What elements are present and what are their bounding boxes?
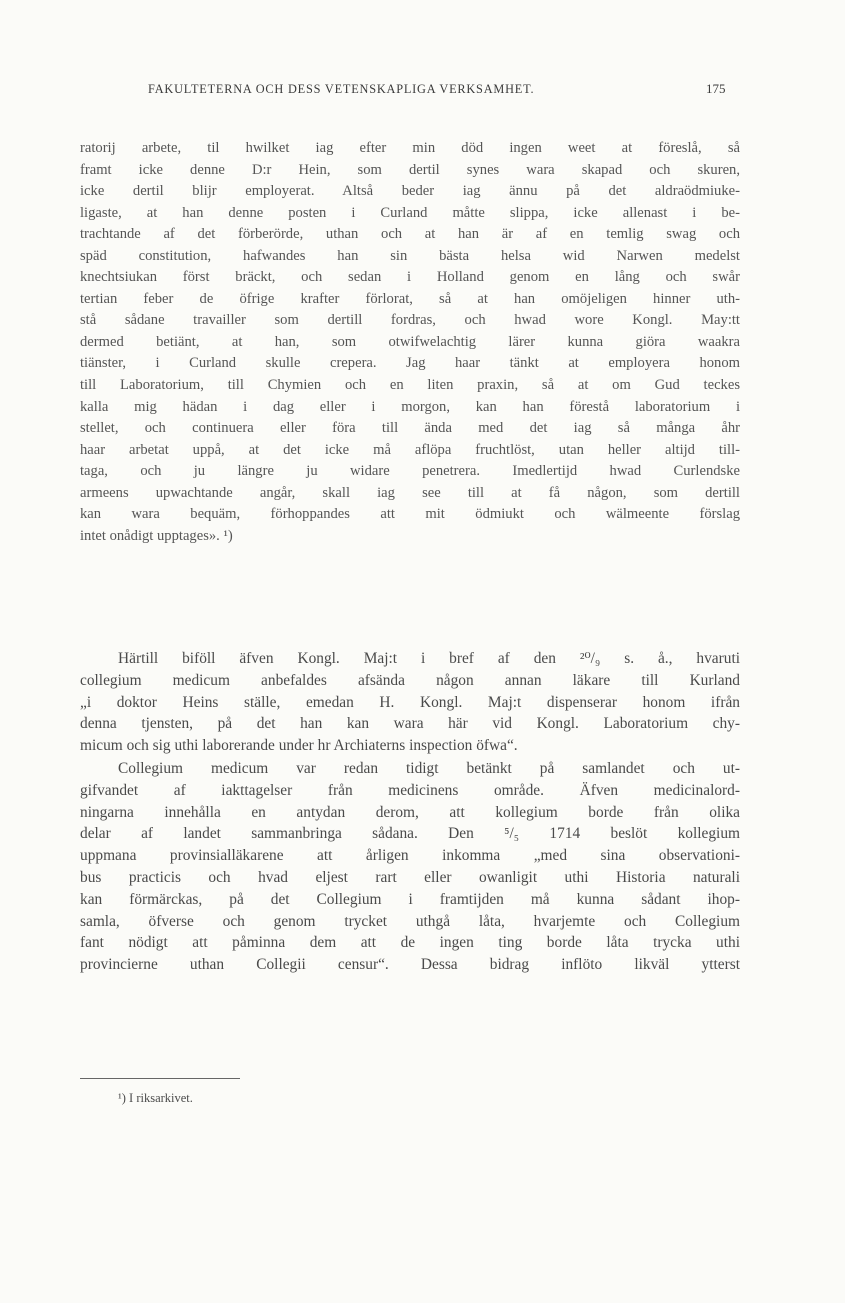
text-line: haar arbetat uppå, at det icke må aflöpa fruchtlöst, utan heller altijd till-: [80, 441, 740, 458]
text-line: samla, öfverse och genom trycket uthgå låta, hvarjemte och Collegium: [80, 912, 740, 930]
text-line: trachtande af det förberörde, uthan och at han är af en temlig swag och: [80, 226, 740, 243]
text-line: fant nödigt att påminna dem att de ingen ting borde låta trycka uthi: [80, 934, 740, 952]
text-line: micum och sig uthi laborerande under hr Archiaterns inspection öfwa“.: [80, 737, 518, 755]
running-title: FAKULTETERNA OCH DESS VETENSKAPLIGA VERKSAMHET.: [148, 82, 535, 96]
text-line: till Laboratorium, till Chymien och en liten praxin, så at om Gud teckes: [80, 377, 740, 394]
text-line: dermed betiänt, at han, som otwifwelachtig lärer kunna giöra waakra: [80, 333, 740, 350]
text-line: framt icke denne D:r Hein, som dertil synes wara skapad och skuren,: [80, 161, 740, 178]
text-line: taga, och ju längre ju widare penetrera. Imedlertijd hwad Curlendske: [80, 463, 740, 480]
text-line: tiänster, i Curland skulle crepera. Jag haar tänkt at employera honom: [80, 355, 740, 372]
text-line: delar af landet sammanbringa sådana. Den ⁵/₅ 1714 beslöt kollegium: [80, 825, 740, 843]
text-line: ningarna innehålla en antydan derom, att kollegium borde från olika: [80, 803, 740, 821]
text-line: stellet, och continuera eller föra till ända med det iag så många åhr: [80, 420, 740, 437]
text-line: icke dertil blijr employerat. Altså beder iag ännu på det aldraödmiuke-: [80, 183, 740, 200]
paragraph-quotation: [80, 138, 740, 547]
text-line: tertian feber de öfrige krafter förlorat, så at han omöjeligen hinner uth-: [80, 290, 740, 307]
footnote-divider: [80, 1078, 240, 1079]
text-line: „i doktor Heins ställe, emedan H. Kongl. Maj:t dispenserar honom ifrån: [80, 693, 740, 711]
text-line: kan wara bequäm, förhoppandes att mit ödmiukt och wälmeente förslag: [80, 506, 740, 523]
text-line: ligaste, at han denne posten i Curland måtte slippa, icke allenast i be-: [80, 204, 740, 221]
text-line: Härtill biföll äfven Kongl. Maj:t i bref af den ²⁰/₉ s. å., hvaruti: [118, 650, 740, 667]
text-line: knechtsiukan först bräckt, och sedan i Holland genom en lång och swår: [80, 269, 740, 286]
text-line: kan förmärckas, på det Collegium i framtijden må kunna sådant ihop-: [80, 890, 740, 908]
text-line: Collegium medicum var redan tidigt betänkt på samlandet och ut-: [118, 760, 740, 777]
text-line: ratorij arbete, til hwilket iag efter min död ingen weet at föreslå, så: [80, 140, 740, 156]
text-line: uppmana provinsialläkarene att årligen inkomma „med sina observationi-: [80, 847, 740, 865]
text-line: stå sådane travailler som dertill fordras, och hwad wore Kongl. May:tt: [80, 312, 740, 329]
paragraph-royal-assent: [80, 648, 740, 757]
text-line: denna tjensten, på det han kan wara här vid Kongl. Laboratorium chy-: [80, 715, 740, 733]
text-line: späd constitution, hafwandes han sin bästa helsa wid Narwen medelst: [80, 247, 740, 264]
text-line: bus practicis och hvad eljest rart eller owanligit uthi Historia naturali: [80, 868, 740, 886]
text-line: collegium medicum anbefaldes afsända någon annan läkare till Kurland: [80, 671, 740, 689]
page-number: 175: [706, 81, 726, 96]
text-line: kalla mig hädan i dag eller i morgon, kan han förestå laboratorium i: [80, 398, 740, 415]
running-head: [0, 82, 845, 102]
text-line: provincierne uthan Collegii censur“. Dessa bidrag inflöto likväl ytterst: [80, 956, 740, 974]
text-line: gifvandet af iakttagelser från medicinens område. Äfven medicinalord-: [80, 781, 740, 799]
text-line: intet onådigt upptages». ¹): [80, 527, 233, 544]
footnote: ¹) I riksarkivet.: [118, 1091, 193, 1105]
paragraph-collegium-medicum: [80, 758, 740, 976]
text-line: armeens upwachtande angår, skall iag see till at få någon, som dertill: [80, 484, 740, 501]
